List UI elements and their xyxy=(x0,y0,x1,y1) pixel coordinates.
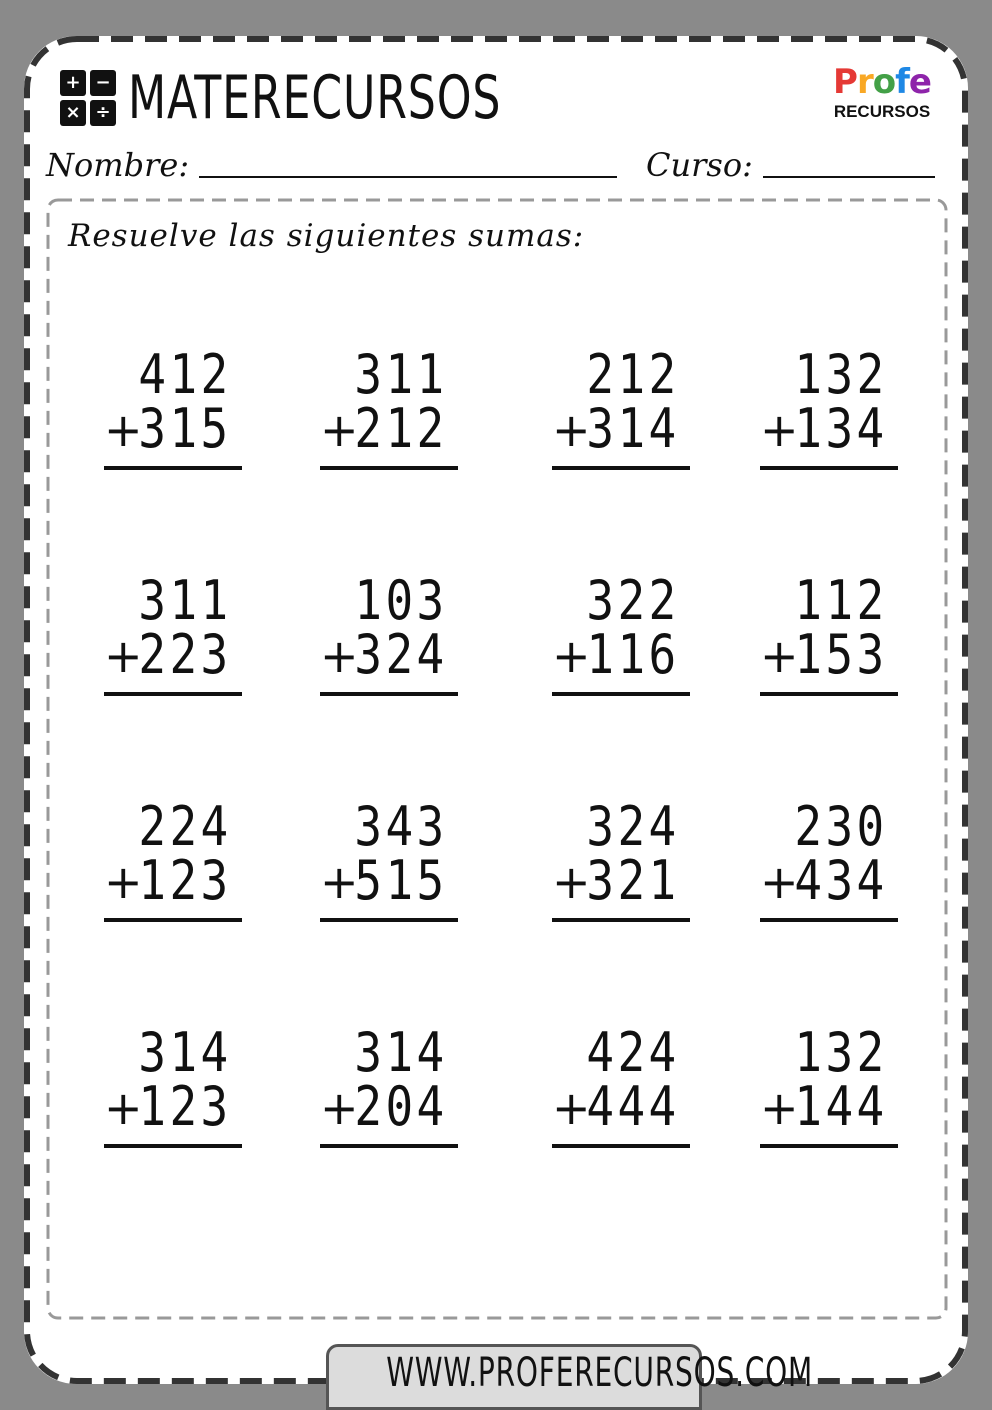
addend-bottom: 116 xyxy=(586,623,680,686)
plus-sign: + xyxy=(760,855,799,909)
addend-top: 103 xyxy=(354,569,448,632)
addend-top: 424 xyxy=(586,1021,680,1084)
addend-top: 412 xyxy=(138,343,232,406)
addition-problem xyxy=(104,569,244,702)
addition-problem xyxy=(104,795,244,928)
addend-bottom: 324 xyxy=(354,623,448,686)
addend-bottom: 315 xyxy=(138,397,232,460)
plus-symbol-icon: + xyxy=(60,70,86,96)
addend-bottom: 134 xyxy=(794,397,888,460)
brand-name: MATERECURSOS xyxy=(128,63,502,133)
answer-line[interactable] xyxy=(320,466,458,470)
answer-line[interactable] xyxy=(552,1144,690,1148)
addition-problem xyxy=(760,795,900,928)
name-field xyxy=(46,140,617,184)
plus-sign: + xyxy=(320,855,359,909)
plus-sign: + xyxy=(552,629,591,683)
addend-top: 112 xyxy=(794,569,888,632)
addition-problem xyxy=(760,343,900,476)
addend-bottom: 153 xyxy=(794,623,888,686)
times-symbol-icon: × xyxy=(60,100,86,126)
answer-line[interactable] xyxy=(760,466,898,470)
plus-sign: + xyxy=(760,403,799,457)
plus-sign: + xyxy=(552,403,591,457)
footer-url: WWW.PROFERECURSOS.COM xyxy=(386,1350,814,1396)
plus-sign: + xyxy=(104,629,143,683)
answer-line[interactable] xyxy=(552,692,690,696)
addition-problem xyxy=(320,1021,460,1154)
addend-bottom: 123 xyxy=(138,1075,232,1138)
addend-top: 212 xyxy=(586,343,680,406)
addend-top: 230 xyxy=(794,795,888,858)
addend-top: 224 xyxy=(138,795,232,858)
calculator-icon xyxy=(60,70,116,126)
addend-bottom: 515 xyxy=(354,849,448,912)
course-field xyxy=(646,140,935,184)
addend-top: 311 xyxy=(138,569,232,632)
logo-wordmark: Profe xyxy=(833,62,931,102)
addend-bottom: 123 xyxy=(138,849,232,912)
plus-sign: + xyxy=(320,629,359,683)
answer-line[interactable] xyxy=(320,918,458,922)
plus-sign: + xyxy=(760,629,799,683)
addend-bottom: 144 xyxy=(794,1075,888,1138)
name-label: Nombre: xyxy=(46,146,190,184)
minus-symbol-icon: − xyxy=(90,70,116,96)
addition-problem xyxy=(552,795,692,928)
addend-top: 324 xyxy=(586,795,680,858)
addend-top: 322 xyxy=(586,569,680,632)
answer-line[interactable] xyxy=(320,1144,458,1148)
plus-sign: + xyxy=(104,855,143,909)
plus-sign: + xyxy=(552,1081,591,1135)
addend-top: 311 xyxy=(354,343,448,406)
answer-line[interactable] xyxy=(552,918,690,922)
addition-problem xyxy=(104,343,244,476)
name-line[interactable] xyxy=(199,176,617,178)
addend-top: 132 xyxy=(794,1021,888,1084)
addition-problem xyxy=(104,1021,244,1154)
addend-bottom: 434 xyxy=(794,849,888,912)
addend-bottom: 444 xyxy=(586,1075,680,1138)
course-label: Curso: xyxy=(646,146,753,184)
plus-sign: + xyxy=(320,403,359,457)
addition-problem xyxy=(760,1021,900,1154)
addition-problem xyxy=(320,569,460,702)
plus-sign: + xyxy=(320,1081,359,1135)
addition-problem xyxy=(760,569,900,702)
addend-top: 314 xyxy=(138,1021,232,1084)
answer-line[interactable] xyxy=(552,466,690,470)
answer-line[interactable] xyxy=(760,1144,898,1148)
profe-recursos-logo xyxy=(832,64,932,122)
addend-top: 343 xyxy=(354,795,448,858)
answer-line[interactable] xyxy=(104,466,242,470)
plus-sign: + xyxy=(760,1081,799,1135)
addition-problem xyxy=(552,343,692,476)
divide-symbol-icon: ÷ xyxy=(90,100,116,126)
answer-line[interactable] xyxy=(104,918,242,922)
answer-line[interactable] xyxy=(760,692,898,696)
instruction-text: Resuelve las siguientes sumas: xyxy=(68,218,585,254)
answer-line[interactable] xyxy=(320,692,458,696)
plus-sign: + xyxy=(104,1081,143,1135)
addend-bottom: 321 xyxy=(586,849,680,912)
addition-problem xyxy=(320,795,460,928)
addend-top: 132 xyxy=(794,343,888,406)
plus-sign: + xyxy=(104,403,143,457)
addend-bottom: 204 xyxy=(354,1075,448,1138)
plus-sign: + xyxy=(552,855,591,909)
answer-line[interactable] xyxy=(760,918,898,922)
addend-bottom: 314 xyxy=(586,397,680,460)
addend-bottom: 223 xyxy=(138,623,232,686)
addition-problem xyxy=(552,569,692,702)
course-line[interactable] xyxy=(763,176,935,178)
addition-problem xyxy=(552,1021,692,1154)
answer-line[interactable] xyxy=(104,1144,242,1148)
addend-top: 314 xyxy=(354,1021,448,1084)
answer-line[interactable] xyxy=(104,692,242,696)
logo-subtitle: RECURSOS xyxy=(833,102,931,121)
addend-bottom: 212 xyxy=(354,397,448,460)
addition-problem xyxy=(320,343,460,476)
brand xyxy=(60,63,583,133)
